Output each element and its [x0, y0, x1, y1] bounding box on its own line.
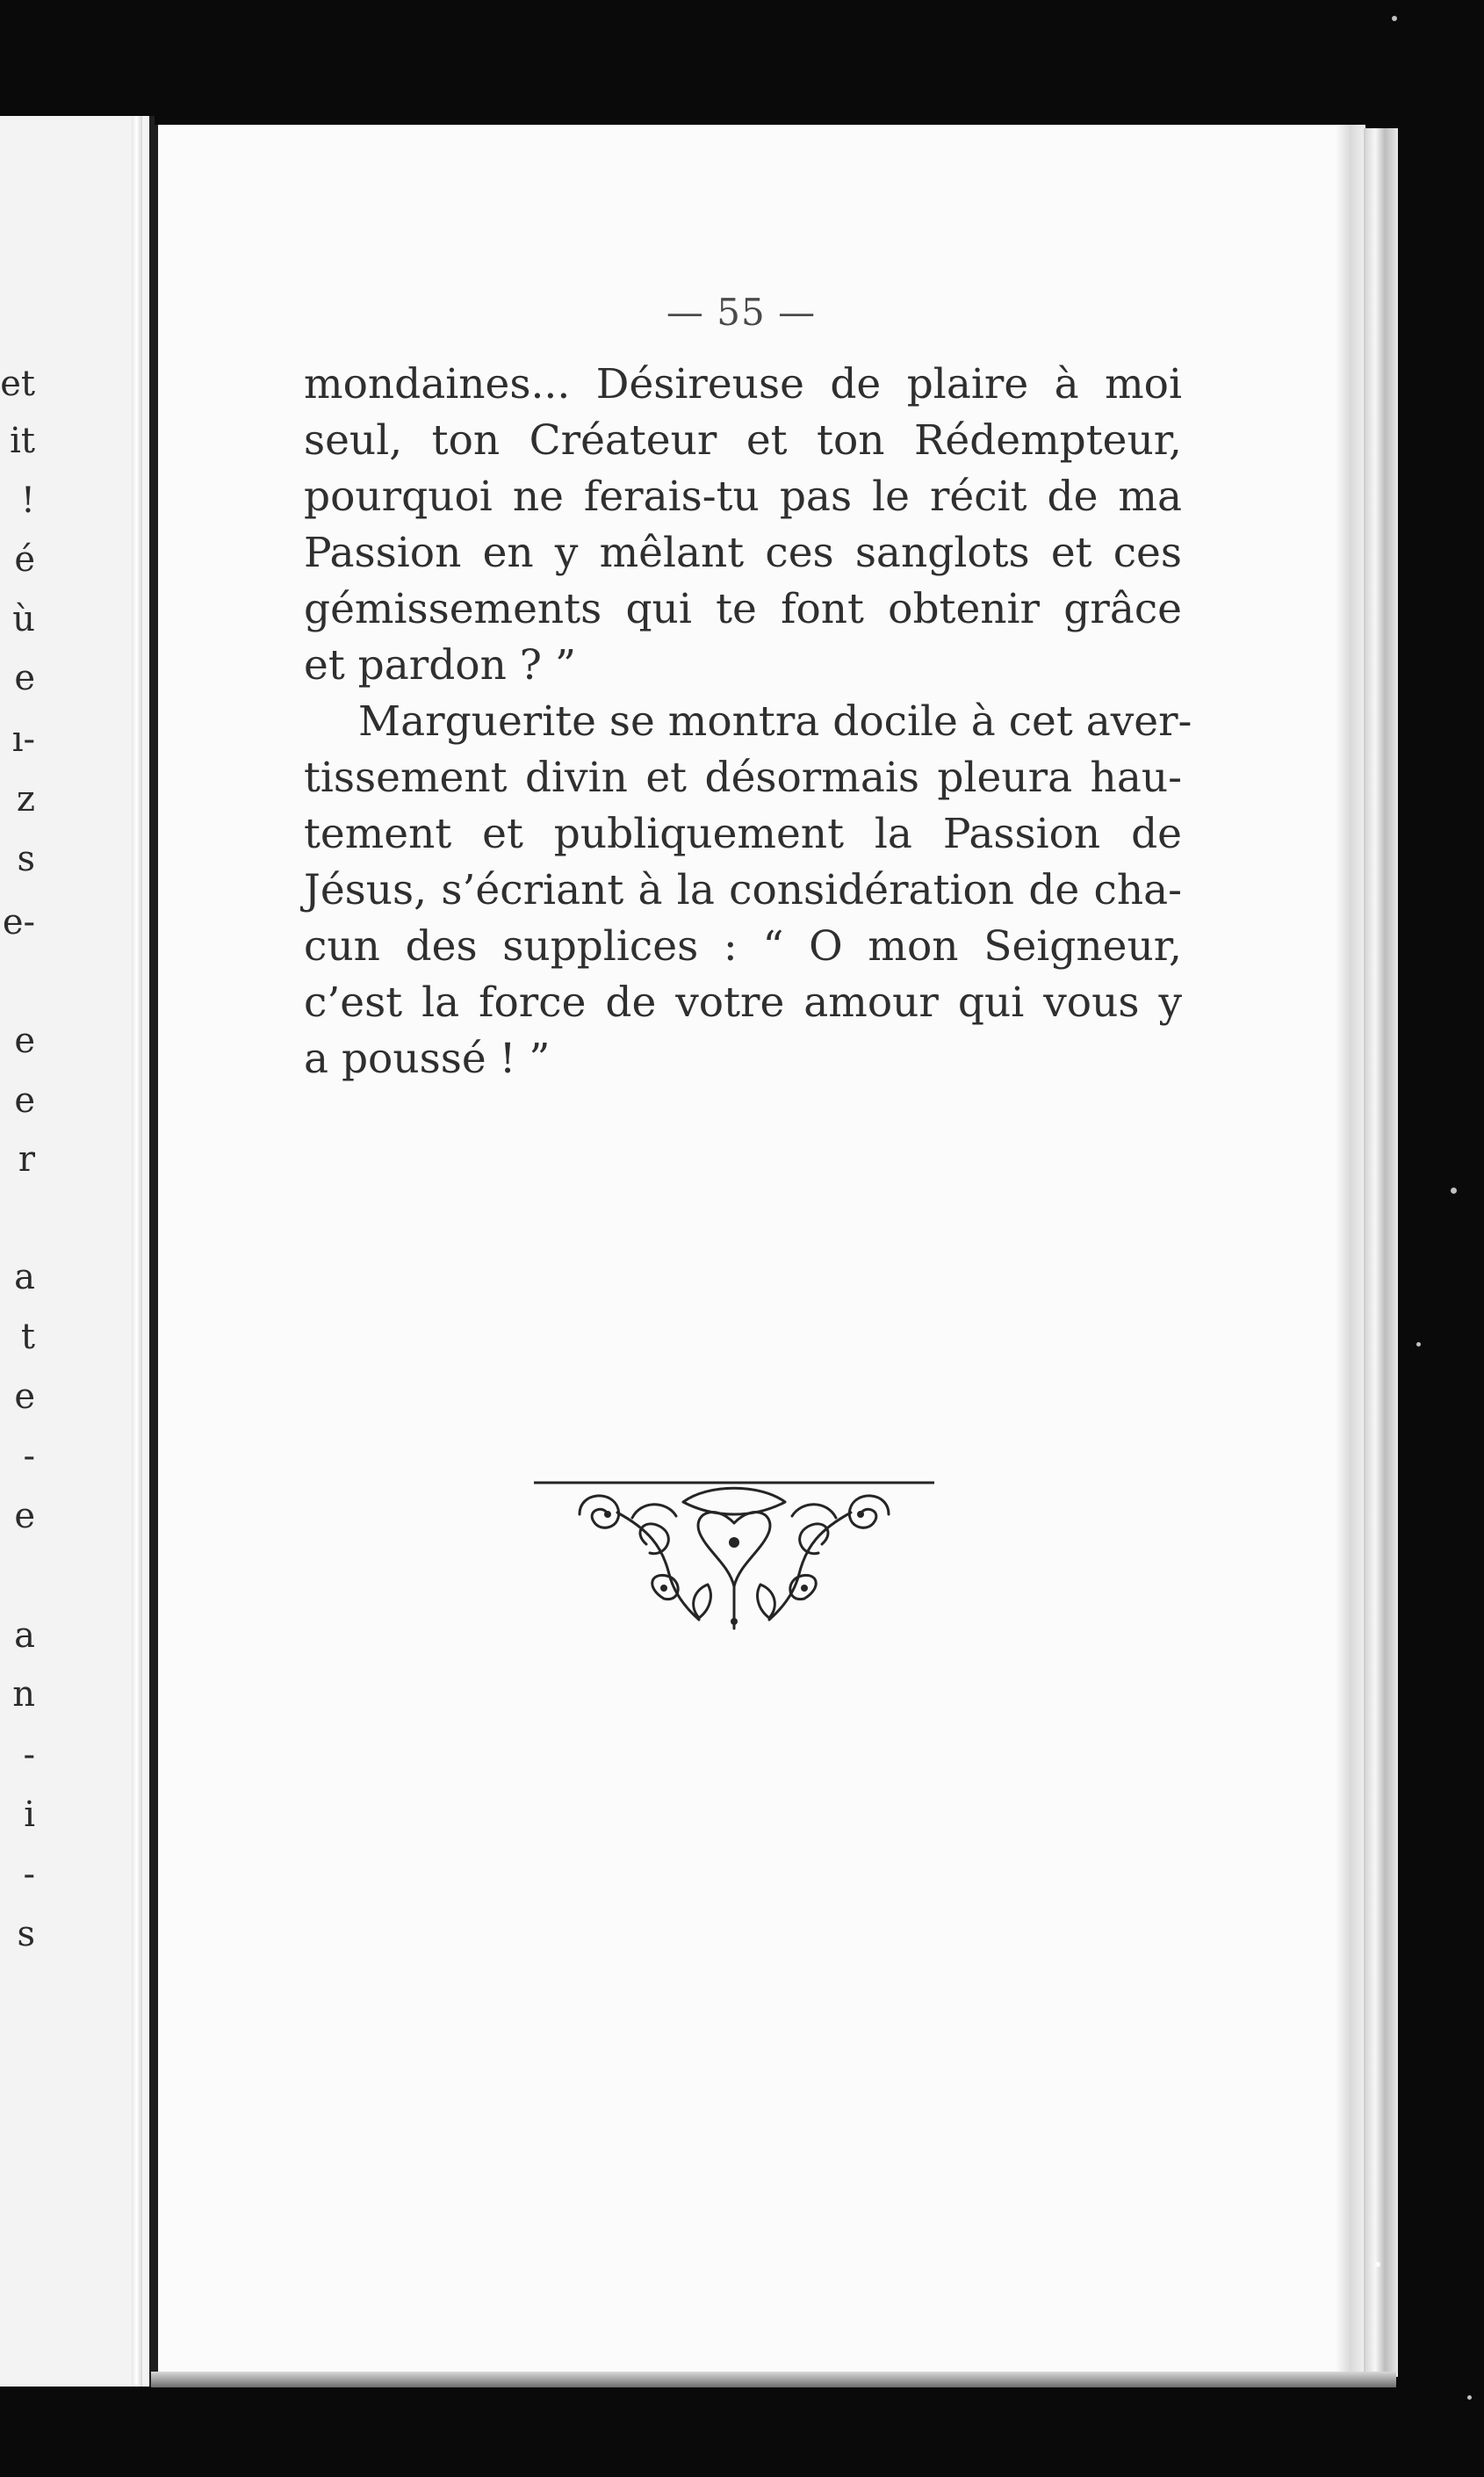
left-page-letter: -	[23, 1735, 35, 1775]
scan-speck	[1416, 1342, 1421, 1347]
ornament-left-scroll	[580, 1496, 619, 1527]
text-line: gémissements qui te font obtenir grâce	[304, 585, 1182, 633]
scan-speck	[1451, 1188, 1457, 1194]
left-page-letter: é	[14, 539, 35, 580]
ornament-dot	[801, 1585, 808, 1592]
ornament-left-loop	[640, 1524, 668, 1554]
book-page-bottom-edge	[151, 2372, 1396, 2387]
text-line: Jésus, s’écriant à la considération de cha-	[304, 866, 1182, 914]
ornament-right-scroll	[849, 1496, 889, 1527]
scan-speck	[1375, 2262, 1380, 2267]
left-page-letter: e	[14, 1376, 35, 1417]
left-page-letter: a	[14, 1257, 35, 1297]
ornament-dot	[857, 1511, 864, 1518]
scan-speck	[1392, 16, 1397, 21]
ornament-dot	[731, 1618, 738, 1625]
left-page-letter: ù	[12, 599, 35, 639]
text-line: tement et publiquement la Passion de	[304, 810, 1182, 858]
scan-speck	[1467, 2395, 1472, 2400]
text-line: a poussé ! ”	[304, 1035, 551, 1083]
left-page-letter: it	[10, 421, 35, 461]
ornament-dot	[729, 1537, 739, 1548]
ornament-left-leaf	[694, 1585, 711, 1618]
text-line: cun des supplices : “ O mon Seigneur,	[304, 922, 1182, 971]
page-number: — 55 —	[666, 291, 817, 334]
left-page-letter: -	[23, 1436, 35, 1477]
decorative-ornament	[534, 1481, 934, 1632]
page-right-shadow	[1336, 125, 1365, 2373]
left-page-letter: i	[24, 1795, 35, 1835]
left-page-letter: -	[23, 1854, 35, 1895]
book-page-side-edge	[1364, 128, 1398, 2377]
left-page-letter: e	[14, 658, 35, 698]
left-page-letter: z	[16, 779, 35, 820]
left-page-letter: e	[14, 1496, 35, 1536]
text-line: tissement divin et désormais pleura hau-	[304, 754, 1182, 802]
ornament-dot	[660, 1585, 667, 1592]
ornament-center-arch	[683, 1488, 785, 1514]
ornament-left-curl	[632, 1505, 676, 1518]
left-page-margin	[0, 116, 155, 2387]
ornament-right-leaf	[758, 1585, 775, 1618]
text-line: et pardon ? ”	[304, 641, 576, 690]
page-text	[304, 357, 1192, 1087]
left-page-letter: s	[17, 1914, 35, 1954]
text-line: Marguerite se montra docile à cet aver-	[358, 697, 1192, 746]
left-page-letter: s	[17, 839, 35, 879]
left-page-letter: r	[18, 1139, 35, 1180]
left-page-letter: et	[0, 364, 35, 404]
text-line: c’est la force de votre amour qui vous y	[304, 979, 1182, 1027]
left-page-letter: e	[14, 1021, 35, 1061]
left-page-letter: t	[20, 1317, 35, 1357]
ornament-right-vine	[769, 1513, 851, 1620]
left-page-letter: a	[14, 1615, 35, 1656]
ornament-left-vine	[617, 1513, 699, 1620]
text-line: seul, ton Créateur et ton Rédempteur,	[304, 416, 1182, 465]
page-binding-line	[151, 125, 158, 2373]
left-page-letter: e	[14, 1080, 35, 1121]
text-line: pourquoi ne ferais-tu pas le récit de ma	[304, 473, 1182, 521]
text-line: Passion en y mêlant ces sanglots et ces	[304, 529, 1182, 577]
ornament-right-loop	[800, 1524, 828, 1554]
left-page-letter: ı-	[11, 719, 35, 760]
left-page-letter: n	[12, 1674, 35, 1715]
left-page-letter: e-	[2, 902, 35, 942]
ornament-dot	[604, 1511, 611, 1518]
ornament-right-curl	[792, 1505, 836, 1518]
left-page-letter: !	[20, 480, 35, 521]
text-line: mondaines... Désireuse de plaire à moi	[304, 360, 1182, 408]
left-page-edge	[132, 116, 142, 2387]
ornament-center-heart	[698, 1513, 770, 1586]
